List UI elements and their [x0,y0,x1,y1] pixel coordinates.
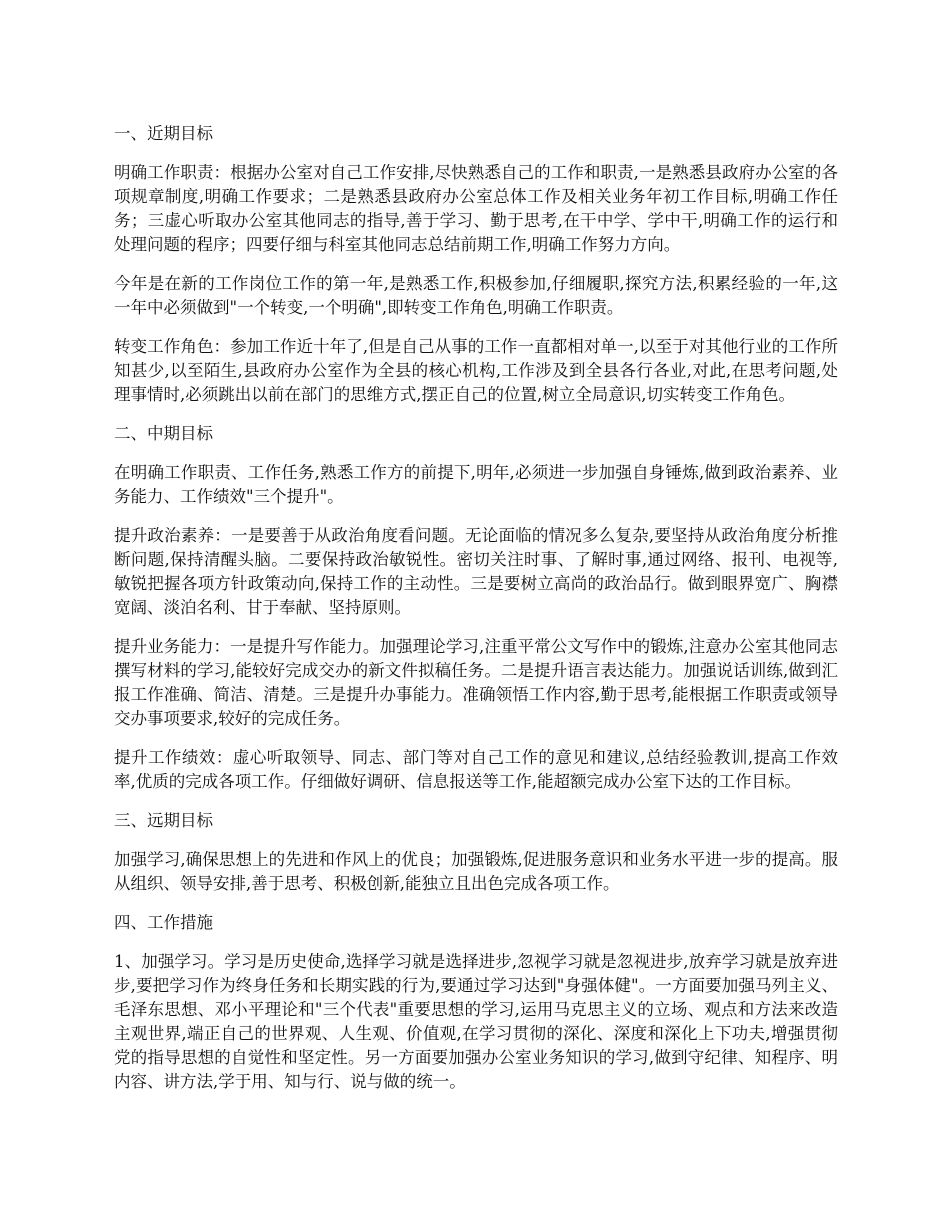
section-heading-measures: 四、工作措施 [114,913,213,932]
paragraph-clarify-duties: 明确工作职责：根据办公室对自己工作安排,尽快熟悉自己的工作和职责,一是熟悉县政府办公室的各项规章制度,明确工作要求；二是熟悉县政府办公室总体工作及相关业务年初工作目标,明确工作任务；三虚心听取办公室其他同志的指导,善于学习、勤于思考,在干中学、学中干,明确工作的运行和处理问题的程序；四要仔细与科室其他同志总结前期工作,明确工作努力方向。 [114,163,838,254]
section-heading-near-term: 一、近期目标 [114,124,213,143]
paragraph-strengthen-study: 1、加强学习。学习是历史使命,选择学习就是选择进步,忽视学习就是忽视进步,放弃学习就是放弃进步,要把学习作为终身任务和长期实践的行为,要通过学习达到"身强体健"。一方面要加强马列主义、毛泽东思想、邓小平理论和"三个代表"重要思想的学习,运用马克思主义的立场、观点和方法来改造主观世界,端正自己的世界观、人生观、价值观,在学习贯彻的深化、深度和深化上下功夫,增强贯彻党的指导思想的自觉性和坚定性。另一方面要加强办公室业务知识的学习,做到守纪律、知程序、明内容、讲方法,学于用、知与行、说与做的统一。 [114,952,838,1091]
paragraph-business-ability: 提升业务能力：一是提升写作能力。加强理论学习,注重平常公文写作中的锻炼,注意办公室其他同志撰写材料的学习,能较好完成交办的新文件拟稿任务。二是提升语言表达能力。加强说话训练,做到汇报工作准确、简洁、清楚。三是提升办事能力。准确领悟工作内容,勤于思考,能根据工作职责或领导交办事项要求,较好的完成任务。 [114,637,838,728]
paragraph-long-term-goals: 加强学习,确保思想上的先进和作风上的优良；加强锻炼,促进服务意识和业务水平进一步的提高。服从组织、领导安排,善于思考、积极创新,能独立且出色完成各项工作。 [114,850,838,893]
section-heading-long-term: 三、远期目标 [114,811,213,830]
section-heading-mid-term: 二、中期目标 [114,424,213,443]
paragraph-political-quality: 提升政治素养：一是要善于从政治角度看问题。无论面临的情况多么复杂,要坚持从政治角度分析推断问题,保持清醒头脑。二要保持政治敏锐性。密切关注时事、了解时事,通过网络、报刊、电视等,敏锐把握各项方针政策动向,保持工作的主动性。三是要树立高尚的政治品行。做到眼界宽广、胸襟宽阔、淡泊名利、甘于奉献、坚持原则。 [114,526,838,617]
paragraph-work-performance: 提升工作绩效：虚心听取领导、同志、部门等对自己工作的意见和建议,总结经验教训,提高工作效率,优质的完成各项工作。仔细做好调研、信息报送等工作,能超额完成办公室下达的工作目标。 [114,748,838,791]
paragraph-three-improvements: 在明确工作职责、工作任务,熟悉工作方的前提下,明年,必须进一步加强自身锤炼,做到政治素养、业务能力、工作绩效"三个提升"。 [114,463,838,506]
paragraph-first-year: 今年是在新的工作岗位工作的第一年,是熟悉工作,积极参加,仔细履职,探究方法,积累经验的一年,这一年中必须做到"一个转变,一个明确",即转变工作角色,明确工作职责。 [114,274,838,317]
paragraph-change-role: 转变工作角色：参加工作近十年了,但是自己从事的工作一直都相对单一,以至于对其他行业的工作所知甚少,以至陌生,县政府办公室作为全县的核心机构,工作涉及到全县各行各业,对此,在思考问题,处理事情时,必须跳出以前在部门的思维方式,摆正自己的位置,树立全局意识,切实转变工作角色。 [114,337,838,404]
document-page [114,122,838,1109]
